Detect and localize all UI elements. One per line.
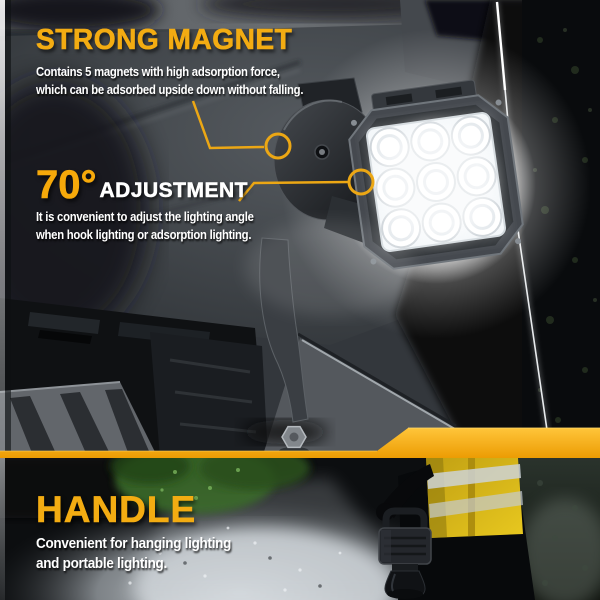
strong-magnet-text-block xyxy=(36,24,343,99)
adjustment-callout-circle-icon xyxy=(349,170,373,194)
adjustment-title-row xyxy=(36,163,286,207)
magnet-callout-line xyxy=(193,101,264,148)
handle-text-block xyxy=(36,491,246,574)
handle-title: HANDLE xyxy=(36,489,197,530)
adjustment-line2: when hook lighting or adsorption lighting. xyxy=(36,227,252,242)
divider-ribbon xyxy=(0,425,600,458)
left-lit-edge-bottom xyxy=(0,458,5,600)
strong-magnet-line2: which can be adsorbed upside down without falling. xyxy=(36,82,304,97)
adjustment-line1: It is convenient to adjust the lighting angle xyxy=(36,209,254,224)
handle-line2: and portable lighting. xyxy=(36,556,167,572)
adjustment-degree-value: 70° xyxy=(36,163,97,207)
adjustment-text-block xyxy=(36,163,286,244)
magnet-callout-circle-icon xyxy=(266,134,290,158)
hi-vis-vest xyxy=(426,458,523,538)
adjustment-title: ADJUSTMENT xyxy=(99,179,249,202)
strong-magnet-title: STRONG MAGNET xyxy=(36,24,293,56)
strong-magnet-line1: Contains 5 magnets with high adsorption force, xyxy=(36,64,280,79)
handle-line1: Convenient for hanging lighting xyxy=(36,536,232,552)
